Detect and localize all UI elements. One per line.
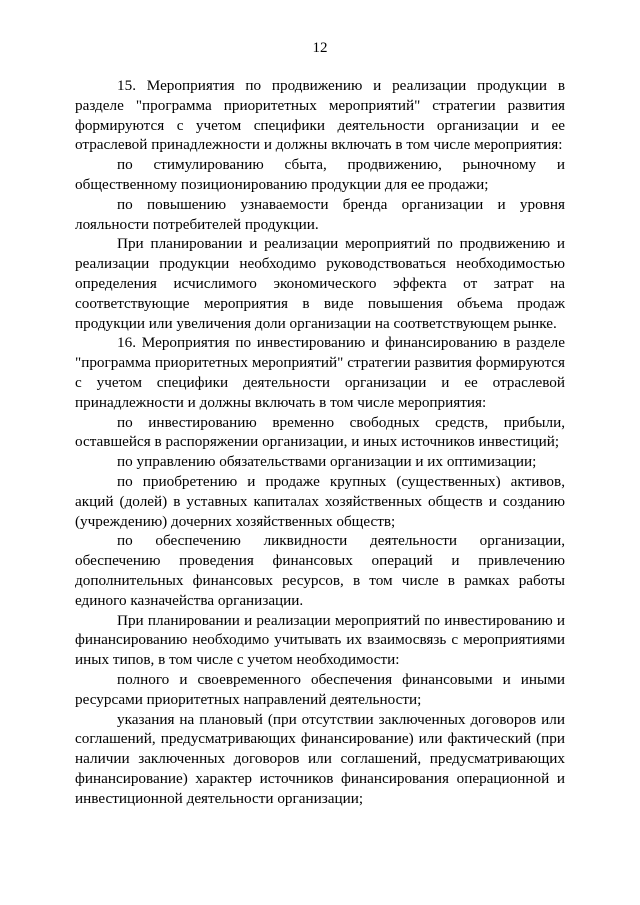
paragraph-promotion-planning: При планировании и реализации мероприятий по продвижению и реализации продукции необходимо руководствоваться необходимостью определения исчислимого экономического эффекта от затрат на соответствующие мероприятия в виде повышения объема продаж продукции или увеличения доли организации на соответствующем рынке. <box>75 235 565 332</box>
paragraph-brand-awareness: по повышению узнаваемости бренда организации и уровня лояльности потребителей продукции. <box>75 195 565 233</box>
document-body <box>75 76 565 808</box>
paragraph-investment-planning: При планировании и реализации мероприятий по инвестированию и финансированию необходимо учитывать их взаимосвязь с мероприятиями иных типов, в том числе с учетом необходимости: <box>75 611 565 669</box>
paragraph-resource-provision: полного и своевременного обеспечения финансовыми и иными ресурсами приоритетных направлений деятельности; <box>75 670 565 708</box>
page-number: 12 <box>312 40 328 56</box>
paragraph-15-intro: 15. Мероприятия по продвижению и реализации продукции в разделе "программа приоритетных мероприятий" стратегии развития формируются с учетом специфики деятельности организации и ее отраслевой принадлежности и должны включать в том числе мероприятия: <box>75 77 565 154</box>
paragraph-16-intro: 16. Мероприятия по инвестированию и финансированию в разделе "программа приоритетных мероприятий" стратегии развития формируются с учетом специфики деятельности организации и ее отраслевой принадлежности и должны включать в том числе мероприятия: <box>75 334 565 411</box>
paragraph-investing-funds: по инвестированию временно свободных средств, прибыли, оставшейся в распоряжении организации, и иных источников инвестиций; <box>75 413 565 451</box>
paragraph-assets-acquisition: по приобретению и продаже крупных (существенных) активов, акций (долей) в уставных капиталах хозяйственных обществ и созданию (учреждению) дочерних хозяйственных обществ; <box>75 472 565 530</box>
paragraph-financing-sources: указания на плановый (при отсутствии заключенных договоров или соглашений, предусматривающих финансирование) или фактический (при наличии заключенных договоров или соглашений, предусматривающих финансирование) характер источников финансирования операционной и инвестиционной деятельности организации; <box>75 710 565 807</box>
paragraph-liquidity: по обеспечению ликвидности деятельности организации, обеспечению проведения финансовых операций и привлечению дополнительных финансовых ресурсов, в том числе в рамках работы единого казначейства организации. <box>75 532 565 609</box>
paragraph-sales-stimulation: по стимулированию сбыта, продвижению, рыночному и общественному позиционированию продукции для ее продажи; <box>75 156 565 193</box>
paragraph-liabilities-management: по управлению обязательствами организации и их оптимизации; <box>117 453 537 471</box>
